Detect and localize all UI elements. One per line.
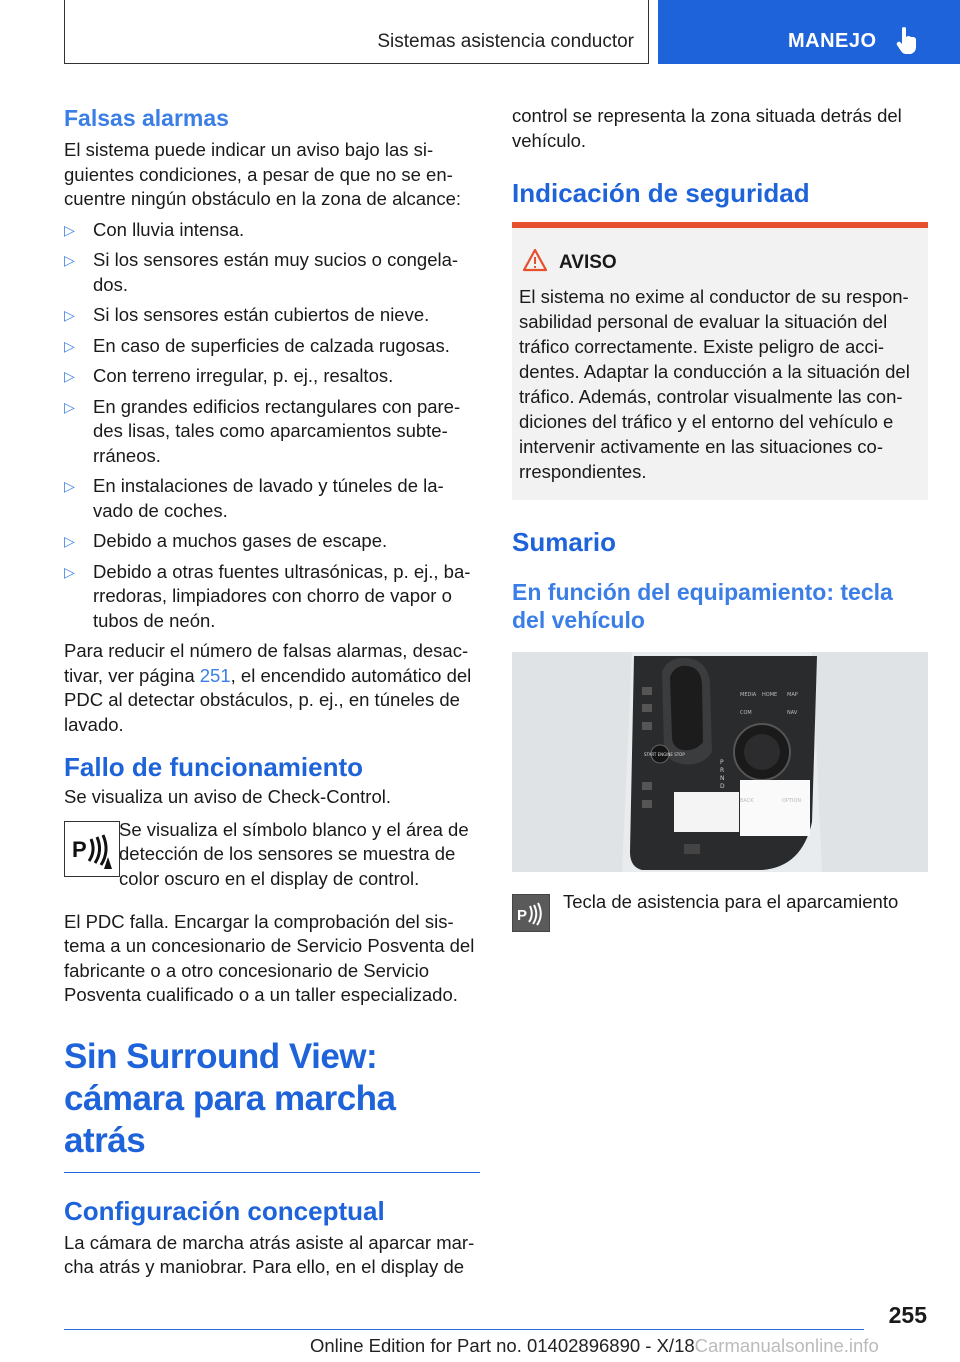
map-button-label: MAP bbox=[787, 692, 798, 698]
list-item: ▷ Si los sensores están cubiertos de nieve. bbox=[64, 303, 480, 328]
triangle-bullet-icon: ▷ bbox=[64, 533, 75, 549]
fallo-intro: Se visualiza un aviso de Check-Control. bbox=[64, 786, 391, 807]
footer-watermark: Carmanualsonline.info bbox=[694, 1335, 879, 1356]
svg-text:P: P bbox=[517, 907, 528, 924]
list-item: ▷ Debido a otras fuentes ultrasónicas, p. ej., ba-rredoras, limpiadores con chorro de vapor o tubos de neón. bbox=[64, 560, 471, 631]
gear-label-n: N bbox=[720, 775, 725, 782]
falsas-alarmas-intro: El sistema puede indicar un aviso bajo las si-guientes condiciones, a pesar de que no se en-cuentre ningún obstáculo en la zona de alcance: bbox=[64, 139, 462, 209]
triangle-bullet-icon: ▷ bbox=[64, 337, 75, 354]
fallo-heading: Fallo de funcionamiento bbox=[64, 752, 364, 782]
list-item: ▷ En instalaciones de lavado y túneles de la-vado de coches. bbox=[64, 475, 444, 521]
configuracion-heading: Configuración conceptual bbox=[64, 1195, 385, 1226]
list-item: ▷ Debido a muchos gases de escape. bbox=[64, 529, 480, 554]
com-button-label: COM bbox=[740, 710, 752, 716]
list-item: ▷ En grandes edificios rectangulares con pare-des lisas, tales como aparcamientos subte-rráneos. bbox=[64, 395, 461, 466]
triangle-bullet-icon: ▷ bbox=[64, 252, 75, 268]
reduce-false-alarms-text: Para reducir el número de falsas alarmas, desac-tivar, ver página 251, el encendido automático del PDC al detectar obstáculos, p. ej., en túneles de lavado. bbox=[64, 640, 472, 735]
list-item: ▷ En caso de superficies de calzada rugosas. bbox=[64, 334, 480, 359]
page-251-link[interactable]: 251 bbox=[199, 664, 231, 686]
left-column bbox=[64, 104, 480, 1280]
triangle-bullet-icon: ▷ bbox=[64, 563, 75, 580]
fallo-text: El PDC falla. Encargar la comprobación del sis-tema a un concesionario de Servicio Posventa del fabricante o a otro concesionario de Servicio Posventa cualificado o a un taller especializado. bbox=[64, 910, 475, 1005]
falsas-alarmas-list bbox=[64, 218, 480, 634]
fallo-icon-row bbox=[64, 818, 480, 900]
right-column-lower bbox=[512, 526, 928, 634]
warning-text: El sistema no exime al conductor de su respon-sabilidad personal de evaluar la situación del tráfico correctamente. Existe peligro de acci-dentes. Adaptar la conducción a la situación del tráfico. Además, controlar visualmente las con-diciones del tráfico y el entorno del vehículo e intervenir activamente en las situaciones co-rrespondientes. bbox=[519, 286, 910, 482]
nav-button-label: NAV bbox=[787, 710, 798, 716]
warning-title: AVISO bbox=[559, 252, 617, 273]
triangle-bullet-icon: ▷ bbox=[64, 221, 75, 238]
park-assist-caption: Tecla de asistencia para el aparcamiento bbox=[563, 891, 899, 912]
triangle-bullet-icon: ▷ bbox=[64, 368, 75, 384]
back-button-label: BACK bbox=[740, 798, 754, 804]
start-stop-button-label: START ENGINE STOP bbox=[644, 752, 685, 757]
option-button-label: OPTION bbox=[782, 798, 802, 804]
header-chapter-label: MANEJO bbox=[788, 30, 877, 52]
funcion-equipamiento-heading: En función del equipamiento: tecla del vehículo bbox=[512, 579, 893, 633]
heading-rule bbox=[64, 1172, 480, 1173]
fallo-icon-description: Se visualiza el símbolo blanco y el área de detección de los sensores se muestra de color oscuro en el display de control. bbox=[119, 818, 469, 889]
header-chapter-tab[interactable] bbox=[658, 0, 960, 64]
sumario-heading: Sumario bbox=[512, 527, 617, 557]
indicacion-seguridad-heading: Indicación de seguridad bbox=[512, 178, 810, 208]
sin-surround-view-heading: Sin Surround View: cámara para marcha atrás bbox=[64, 1036, 396, 1160]
triangle-bullet-icon: ▷ bbox=[64, 307, 75, 323]
header-section-title: Sistemas asistencia conductor bbox=[377, 31, 634, 52]
gear-label-r: R bbox=[720, 767, 725, 774]
center-console-photo bbox=[512, 652, 928, 872]
list-item: ▷ Con lluvia intensa. bbox=[64, 218, 480, 243]
media-button-label: MEDIA bbox=[740, 692, 757, 698]
park-assist-button-icon bbox=[512, 894, 550, 932]
footer-edition bbox=[310, 1335, 879, 1357]
list-item: ▷ Con terreno irregular, p. ej., resaltos. bbox=[64, 364, 480, 389]
page-number: 255 bbox=[888, 1302, 927, 1328]
warning-box bbox=[512, 222, 928, 500]
triangle-bullet-icon: ▷ bbox=[64, 398, 75, 415]
triangle-bullet-icon: ▷ bbox=[64, 478, 75, 494]
right-column bbox=[512, 104, 928, 209]
home-button-label: HOME bbox=[762, 692, 778, 698]
gear-label-d: D bbox=[720, 783, 725, 790]
configuracion-text: La cámara de marcha atrás asiste al aparcar mar-cha atrás y maniobrar. Para ello, en el display de bbox=[64, 1231, 475, 1277]
continued-text: control se representa la zona situada detrás del vehículo. bbox=[512, 105, 902, 151]
falsas-alarmas-heading: Falsas alarmas bbox=[64, 105, 229, 131]
header-section-box bbox=[64, 0, 649, 64]
footer-edition-text: Online Edition for Part no. 01402896890 - X/18 bbox=[310, 1335, 695, 1356]
list-item: ▷ Si los sensores están muy sucios o congela-dos. bbox=[64, 249, 459, 295]
svg-text:P: P bbox=[72, 836, 87, 862]
warning-triangle-icon bbox=[522, 248, 548, 272]
footer-rule bbox=[64, 1329, 864, 1330]
pdc-sensor-icon bbox=[64, 821, 120, 877]
gear-label-p: P bbox=[720, 759, 724, 766]
pointing-hand-icon bbox=[896, 26, 918, 54]
